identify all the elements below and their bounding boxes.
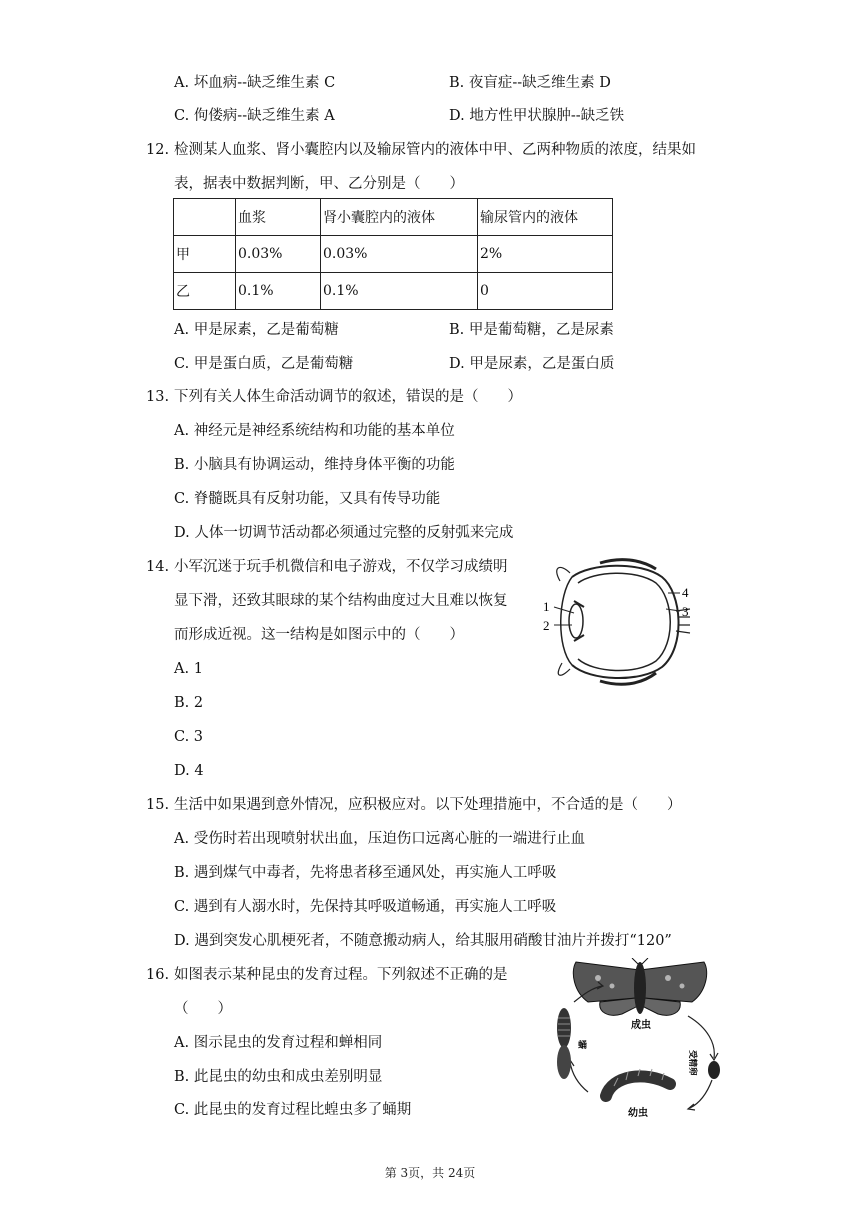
q14-option-d: D. 4 [174, 763, 204, 779]
table-cell: 0.03% [236, 236, 321, 273]
eye-label-2: 2 [543, 618, 550, 633]
q15-option-d: D. 遇到突发心肌梗死者，不随意搬动病人，给其服用硝酸甘油片并拨打“120” [174, 933, 672, 949]
q14-stem-line3: 而形成近视。这一结构是如图示中的（ ） [174, 627, 464, 643]
q15-number: 15. [146, 797, 170, 813]
q13-option-b: B. 小脑具有协调运动，维持身体平衡的功能 [174, 457, 455, 473]
q14-number: 14. [146, 559, 170, 575]
table-cell: 0.03% [321, 236, 478, 273]
q14-option-c: C. 3 [174, 729, 204, 745]
q12-number: 12. [146, 142, 170, 158]
q13-stem: 下列有关人体生命活动调节的叙述，错误的是（ ） [174, 389, 522, 405]
q13-option-a: A. 神经元是神经系统结构和功能的基本单位 [174, 423, 455, 439]
table-cell: 0 [478, 273, 613, 310]
q16-stem-line2: （ ） [174, 1001, 232, 1017]
q12-option-c: C. 甲是蛋白质，乙是葡萄糖 [174, 356, 354, 372]
q15-option-a: A. 受伤时若出现喷射状出血，压迫伤口远离心脏的一端进行止血 [174, 831, 586, 847]
label-adult: 成虫 [631, 1020, 651, 1031]
q11-option-b: B. 夜盲症--缺乏维生素 D [449, 75, 611, 91]
table-row [174, 236, 613, 273]
table-row [174, 273, 613, 310]
table-cell: 2% [478, 236, 613, 273]
table-header-cell [174, 199, 236, 236]
eye-label-4: 4 [682, 585, 689, 600]
q12-stem-line2: 表，据表中数据判断，甲、乙分别是（ ） [174, 176, 464, 192]
table-cell: 乙 [174, 273, 236, 310]
pupa-figure [557, 1008, 571, 1079]
label-egg [687, 1050, 698, 1076]
table-cell: 0.1% [236, 273, 321, 310]
q12-option-b: B. 甲是葡萄糖，乙是尿素 [449, 322, 614, 338]
table-header-cell: 血浆 [236, 199, 321, 236]
q16-option-b: B. 此昆虫的幼虫和成虫差别明显 [174, 1069, 383, 1085]
q13-number: 13. [146, 389, 170, 405]
q11-option-c: C. 佝偻病--缺乏维生素 A [174, 108, 335, 124]
q12-stem-line1: 检测某人血浆、肾小囊腔内以及输尿管内的液体中甲、乙两种物质的浓度，结果如 [174, 142, 696, 158]
eye-label-1: 1 [543, 599, 550, 614]
q13-option-c: C. 脊髓既具有反射功能，又具有传导功能 [174, 491, 441, 507]
insect-lifecycle-diagram [548, 958, 733, 1120]
q12-data-table [173, 198, 613, 310]
q16-option-c: C. 此昆虫的发育过程比蝗虫多了蛹期 [174, 1102, 412, 1118]
q11-option-a: A. 坏血病--缺乏维生素 C [174, 75, 336, 91]
q13-option-d: D. 人体一切调节活动都必须通过完整的反射弧来完成 [174, 525, 514, 541]
eyeball-diagram [530, 555, 705, 690]
table-cell: 0.1% [321, 273, 478, 310]
q16-option-a: A. 图示昆虫的发育过程和蝉相同 [174, 1035, 383, 1051]
q15-option-c: C. 遇到有人溺水时，先保持其呼吸道畅通，再实施人工呼吸 [174, 899, 557, 915]
q14-option-a: A. 1 [174, 661, 203, 677]
adult-moth-figure [573, 958, 706, 1015]
table-header-cell: 输尿管内的液体 [478, 199, 613, 236]
q14-option-b: B. 2 [174, 695, 204, 711]
q12-option-d: D. 甲是尿素，乙是蛋白质 [449, 356, 615, 372]
q14-stem-line2: 显下滑，还致其眼球的某个结构曲度过大且难以恢复 [174, 593, 508, 609]
label-egg-text: 受精卵 [687, 1050, 697, 1076]
table-header-row [174, 199, 613, 236]
q16-stem-line1: 如图表示某种昆虫的发育过程。下列叙述不正确的是 [174, 967, 508, 983]
label-pupa: 蛹 [578, 1041, 588, 1051]
egg-figure [708, 1061, 720, 1079]
q15-stem: 生活中如果遇到意外情况，应积极应对。以下处理措施中，不合适的是（ ） [174, 797, 682, 813]
q16-number: 16. [146, 967, 170, 983]
q11-option-d: D. 地方性甲状腺肿--缺乏铁 [449, 108, 625, 124]
q14-stem-line1: 小军沉迷于玩手机微信和电子游戏，不仅学习成绩明 [174, 559, 508, 575]
eye-label-3: 3 [682, 604, 689, 619]
table-cell: 甲 [174, 236, 236, 273]
page-footer: 第 3页，共 24页 [384, 1166, 476, 1180]
larva-figure [606, 1069, 670, 1096]
label-larva: 幼虫 [628, 1108, 648, 1119]
q15-option-b: B. 遇到煤气中毒者，先将患者移至通风处，再实施人工呼吸 [174, 865, 557, 881]
table-header-cell: 肾小囊腔内的液体 [321, 199, 478, 236]
q12-option-a: A. 甲是尿素，乙是葡萄糖 [174, 322, 339, 338]
